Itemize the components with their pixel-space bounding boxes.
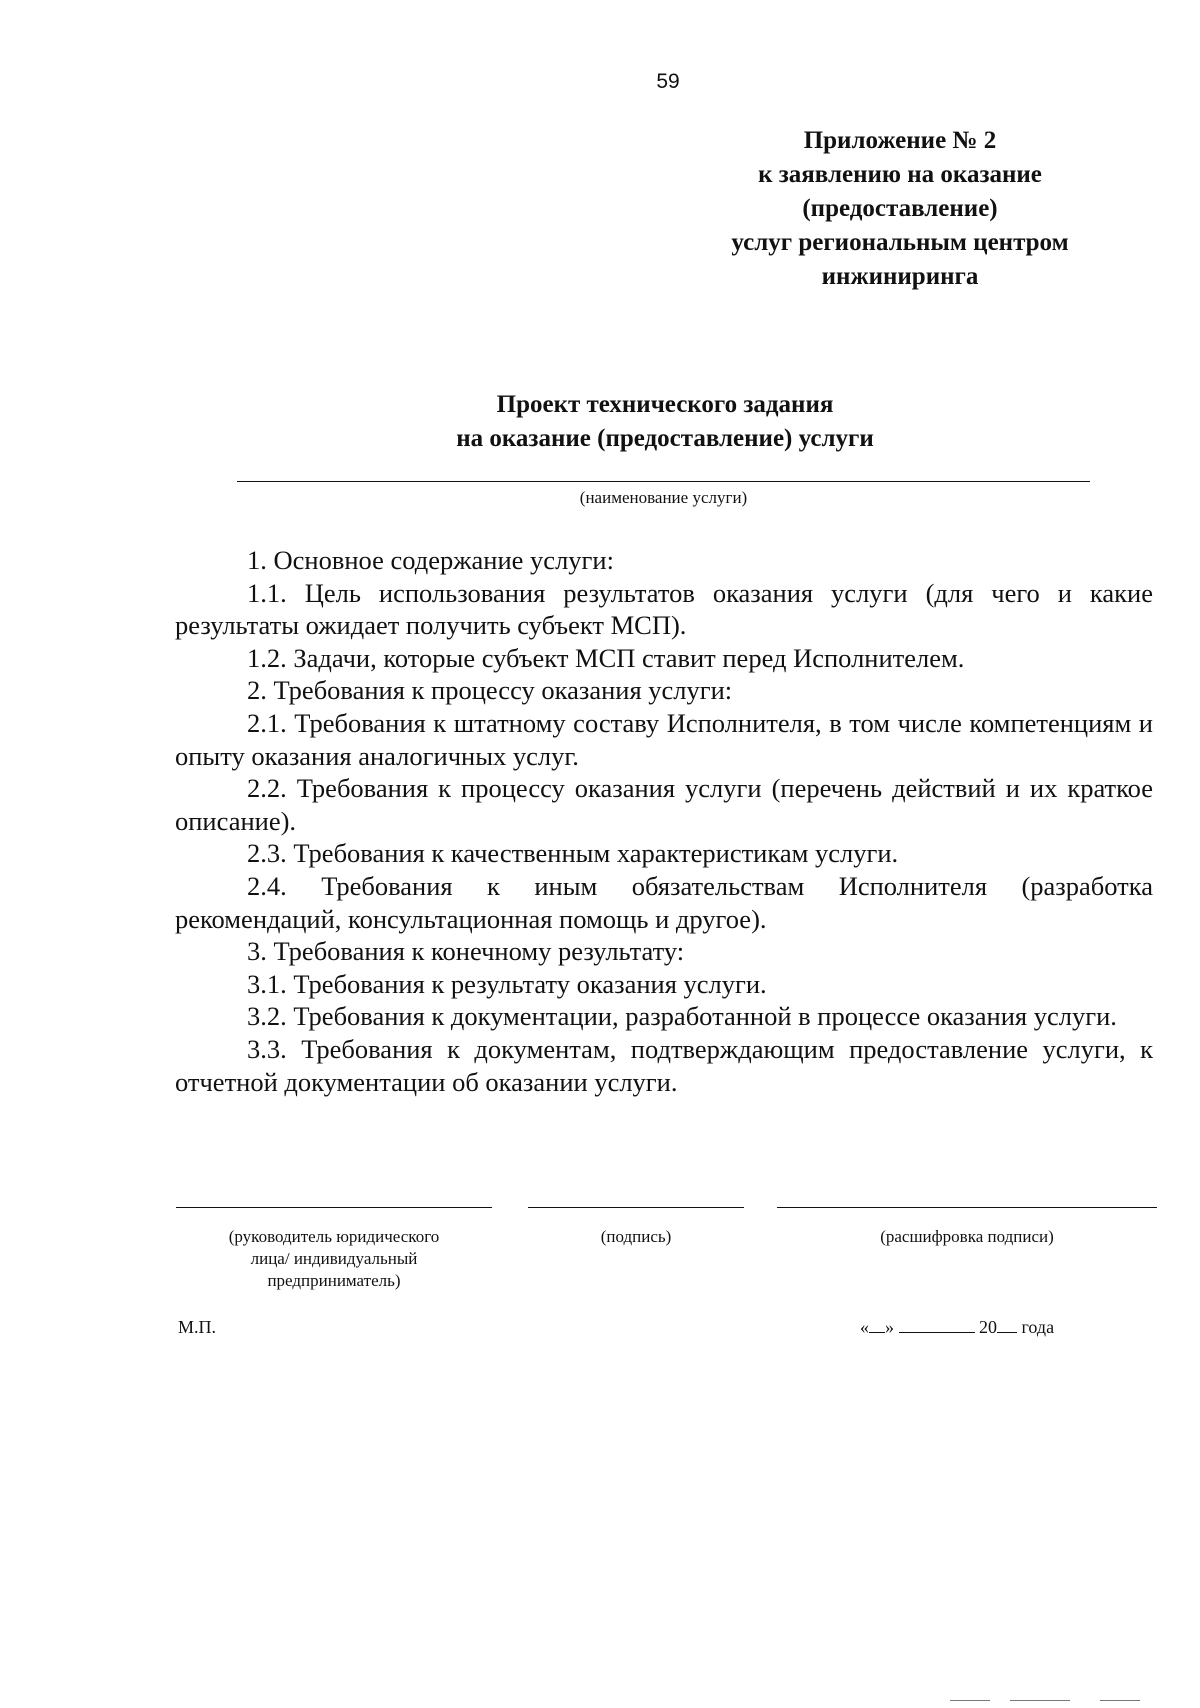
head-signature-line (176, 1207, 492, 1208)
date-line (860, 1317, 1054, 1338)
service-name-caption: (наименование услуги) (579, 488, 748, 507)
scan-artifact (950, 1700, 990, 1701)
appendix-line: инжиниринга (821, 263, 979, 290)
paragraph: 2.2. Требования к процессу оказания услуги (перечень действий и их краткое описание). (175, 773, 1153, 836)
paragraph: 1. Основное содержание услуги: (247, 545, 614, 575)
head-caption (176, 1226, 492, 1292)
date-century: 20 (979, 1317, 997, 1337)
paragraph: 3.2. Требования к документации, разработанной в процессе оказания услуги. (247, 1001, 1117, 1032)
document-body (175, 544, 1153, 1098)
appendix-line: (предоставление) (802, 195, 998, 222)
appendix-header (690, 124, 1110, 294)
head-caption-line: (руководитель юридического (228, 1227, 440, 1246)
title-line: Проект технического задания (496, 391, 834, 418)
date-close-quote: » (885, 1317, 894, 1337)
signature-decoding-line (777, 1207, 1157, 1208)
scan-artifact (1100, 1700, 1140, 1701)
appendix-line: Приложение № 2 (803, 127, 997, 154)
stamp-label: М.П. (178, 1317, 217, 1337)
paragraph: 2.4. Требования к иным обязательствам Исполнителя (разработка рекомендаций, консультационная помощь и другое). (175, 870, 1153, 934)
date-open-quote: « (860, 1317, 869, 1337)
month-blank (899, 1318, 975, 1333)
service-name-line (237, 481, 1090, 482)
paragraph: 2.1. Требования к штатному составу Исполнителя, в том числе компетенциям и опыту оказания аналогичных услуг. (175, 707, 1153, 771)
document-title (330, 388, 1000, 456)
title-line: на оказание (предоставление) услуги (456, 425, 874, 452)
paragraph: 3.3. Требования к документам, подтверждающим предоставление услуги, к отчетной документации об оказании услуги. (175, 1033, 1153, 1097)
paragraph: 1.2. Задачи, которые субъект МСП ставит перед Исполнителем. (247, 642, 965, 673)
page-number: 59 (656, 70, 680, 93)
date-year-word: года (1021, 1317, 1055, 1337)
signature-line (528, 1207, 744, 1208)
year-blank (997, 1318, 1017, 1333)
paragraph: 3. Требования к конечному результату: (247, 936, 685, 967)
head-caption-line: лица/ индивидуальный (250, 1249, 418, 1268)
signature-decoding-caption: (расшифровка подписи) (880, 1227, 1054, 1246)
day-blank (869, 1318, 885, 1333)
paragraph: 3.1. Требования к результату оказания услуги. (247, 968, 767, 999)
paragraph: 1.1. Цель использования результатов оказания услуги (для чего и какие результаты ожидает получить субъект МСП). (175, 577, 1153, 641)
head-caption-line: предприниматель) (267, 1271, 401, 1290)
paragraph: 2.3. Требования к качественным характеристикам услуги. (247, 838, 899, 869)
signature-caption: (подпись) (600, 1227, 672, 1246)
appendix-line: к заявлению на оказание (758, 161, 1042, 188)
scan-artifact (1010, 1700, 1070, 1701)
appendix-line: услуг региональным центром (731, 229, 1069, 256)
paragraph: 2. Требования к процессу оказания услуги: (247, 675, 733, 706)
